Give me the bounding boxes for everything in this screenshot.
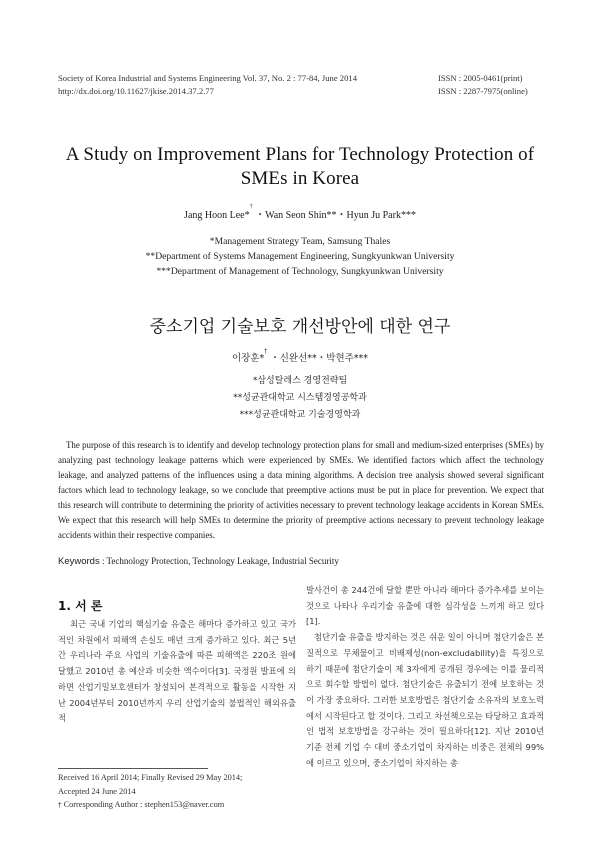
affiliation-3: ***Department of Management of Technology, Sungkyunkwan University <box>156 266 444 277</box>
issn-block <box>438 72 528 98</box>
corresponding-email[interactable]: Corresponding Author : stephen153@naver.com <box>61 800 225 809</box>
korean-affiliation-1: *삼성탈레스 경영전략팀 <box>252 376 348 386</box>
author-first: Jang Hoon Lee* <box>184 210 250 221</box>
paper-title-line1: A Study on Improvement Plans for Technology Protection of <box>65 144 535 165</box>
korean-author-rest: ・신완선**・박현주*** <box>270 353 369 364</box>
dagger-mark: † <box>58 801 62 809</box>
keywords <box>58 556 339 567</box>
corresponding-mark: † <box>249 204 253 210</box>
journal-citation: Society of Korea Industrial and Systems Engineering Vol. 37, No. 2 : 77-84, June 2014 <box>58 73 357 83</box>
paper-title <box>40 143 560 191</box>
paper-title-line2: SMEs in Korea <box>240 168 360 189</box>
korean-affiliation-list <box>0 373 600 424</box>
footnote-divider <box>58 768 208 769</box>
accepted-date: Accepted 24 June 2014 <box>58 786 136 796</box>
body-column-left: 최근 국내 기업의 핵심기술 유출은 해마다 증가하고 있고 국가적인 차원에서 피해액 손실도 매년 크게 증가하고 있다. 최근 5년간 우리나라 주요 사업의 기술유출에 따른 피해액은 220조 원에 달했고 2010년 총 예산과 비슷한 액수이다[3]. 국정원 발표에 의하면 산업기밀보호센터가 창설되어 본격적으로 활동을 시작한 지난 2004년부터 2010년까지 우리 산업기술의 불법적인 해외유출 적 <box>58 619 296 724</box>
korean-corresponding-mark: † <box>264 348 268 355</box>
doi-link[interactable]: http://dx.doi.org/10.11627/jkise.2014.37.2.77 <box>58 86 214 96</box>
korean-affiliation-2: **성균관대학교 시스템경영공학과 <box>233 393 367 403</box>
korean-affiliation-3: ***성균관대학교 기술경영학과 <box>239 410 361 420</box>
korean-author-list <box>0 350 600 364</box>
korean-title: 중소기업 기술보호 개선방안에 대한 연구 <box>149 317 451 337</box>
body-column-right <box>306 583 544 771</box>
footnotes <box>58 771 242 813</box>
affiliation-list <box>0 234 600 279</box>
body-paragraph: 발사건이 총 244건에 달할 뿐만 아니라 해마다 증가추세를 보이는 것으로 나타나 우리기술 유출에 대한 심각성을 느끼게 하고 있다[1]. <box>306 585 544 627</box>
corresponding-author <box>58 798 242 813</box>
body-paragraph: 첨단기술 유출을 방지하는 것은 쉬운 일이 아니며 첨단기술은 본질적으로 무체물이고 비배제성(non-excludability)을 특징으로 하기 때문에 첨단기술이 제 3자에게 공개된 경우에는 이를 물리적으로 회수할 방법이 없다. 첨단기술은 유출되기 전에 보호하는 것이 가장 중요하다. 그러한 보호방법은 첨단기술 소유자의 보호노력에서 시작된다고 할 것이다. 그리고 차선책으로는 타당하고 효과적인 법적 보호방법을 강구하는 것이 필요하다[12]. 지난 2010년 기준 전체 기업 수 대비 중소기업이 차지하는 비중은 전체의 99%에 이르고 있으며, 중소기업이 차지하는 총 <box>306 632 544 768</box>
affiliation-2: **Department of Systems Management Engineering, Sungkyunkwan University <box>145 251 455 262</box>
keywords-label: Keywords <box>58 556 100 567</box>
korean-author-first: 이장훈* <box>231 353 265 364</box>
journal-header <box>58 72 357 98</box>
issn-print: ISSN : 2005-0461(print) <box>438 73 523 83</box>
section-heading-introduction: 1. 서 론 <box>58 599 103 613</box>
affiliation-1: *Management Strategy Team, Samsung Thales <box>209 236 391 247</box>
received-date: Received 16 April 2014; Finally Revised 29 May 2014; <box>58 773 243 782</box>
keywords-text: : Technology Protection, Technology Leakage, Industrial Security <box>99 556 339 566</box>
abstract: The purpose of this research is to identify and develop technology protection plans for small and medium-sized enterprises (SMEs) by analyzing past technology leakage patterns which were experienced by SMEs. We identified factors which affect the technology leakage, and analyzed patterns of the influences using a data mining algorithms. A decision tree analysis showed several significant factors which lead to technology leakage, so we conclude that preemptive actions must be put in place for prevention. We expect that this research will contribute to determining the priority of activities necessary to prevent technology leakage accidents in Korean SMEs. We expect that this research will help SMEs to determine the priority of preemptive actions necessary to prevent technology leakage accidents within their respective companies. <box>58 440 544 540</box>
author-rest: ・Wan Seon Shin**・Hyun Ju Park*** <box>255 210 416 221</box>
author-list <box>0 206 600 221</box>
issn-online: ISSN : 2287-7975(online) <box>438 86 528 96</box>
